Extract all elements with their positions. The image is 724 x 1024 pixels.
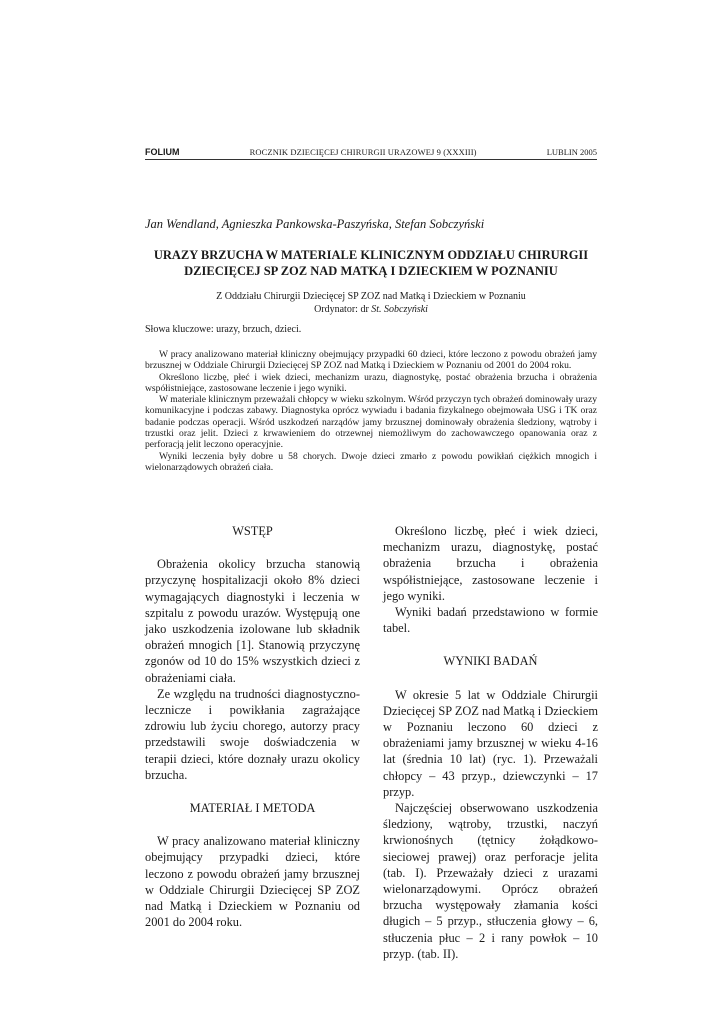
place-year: LUBLIN 2005 — [546, 147, 597, 157]
abstract-paragraph: Wyniki leczenia były dobre u 58 chorych. Dwoje dzieci zmarło z powodu powikłań ciężkich mnogich i wielonarządowych obrażeń ciała. — [145, 450, 597, 473]
keywords: Słowa kluczowe: urazy, brzuch, dzieci. — [145, 324, 302, 335]
affiliation — [145, 291, 597, 316]
folium-label: FOLIUM — [145, 147, 180, 157]
affiliation-line: Z Oddziału Chirurgii Dziecięcej SP ZOZ nad Matką i Dzieckiem w Poznaniu — [216, 291, 526, 302]
ordynator-prefix: Ordynator: dr — [314, 303, 372, 315]
header-rule — [145, 159, 597, 160]
title-line-2: DZIECIĘCEJ SP ZOZ NAD MATKĄ I DZIECKIEM W POZNANIU — [184, 264, 558, 278]
section-heading-wyniki: WYNIKI BADAŃ — [443, 654, 538, 669]
journal-title: ROCZNIK DZIECIĘCEJ CHIRURGII URAZOWEJ 9 (XXXIII) — [249, 147, 477, 157]
body-paragraph: Najczęściej obserwowano uszkodzenia śledziony, wątroby, trzustki, naczyń krwionośnych (tętnicy żołądkowo-sieciowej prawej) oraz perforacje jelita (tab. I). Przeważały dzieci z urazami wielonarządowymi. Oprócz obrażeń brzucha występowały złamania kości długich – 5 przyp., stłuczenia głowy – 6, stłuczenia płuc – 2 i rany powłok – 10 przyp. (tab. II). — [383, 801, 598, 961]
body-paragraph: Obrażenia okolicy brzucha stanowią przyczynę hospitalizacji około 8% dzieci wymagających diagnostyki i leczenia w szpitalu z powodu urazów. Występują one jako uszkodzenia izolowane lub składnik obrażeń mnogich [1]. Stanowią przyczynę zgonów od 10 do 15% wszystkich dzieci z obrażeniami ciała. — [145, 557, 360, 685]
section-heading-wstep: WSTĘP — [232, 524, 273, 538]
body-paragraph: W pracy analizowano materiał kliniczny obejmujący przypadki dzieci, które leczono z powodu obrażeń jamy brzusznej w Oddziale Chirurgii Dziecięcej SP ZOZ nad Matką i Dzieckiem w Poznaniu od 2001 do 2004 roku. — [145, 834, 360, 930]
article-title — [145, 247, 597, 279]
left-column — [145, 523, 360, 930]
authors: Jan Wendland, Agnieszka Pankowska-Paszyńska, Stefan Sobczyński — [145, 217, 485, 231]
right-column — [383, 523, 598, 962]
title-line-1: URAZY BRZUCHA W MATERIALE KLINICZNYM ODDZIAŁU CHIRURGII — [153, 248, 589, 262]
body-paragraph: Ze względu na trudności diagnostyczno-lecznicze i powikłania zagrażające zdrowiu lub życiu chorego, autorzy pracy przedstawili swoje doświadczenia w terapii dzieci, które doznały urazu okolicy brzucha. — [145, 686, 360, 782]
ordynator-line — [145, 304, 597, 317]
abstract-paragraph: W pracy analizowano materiał kliniczny obejmujący przypadki 60 dzieci, które leczono z powodu obrażeń jamy brzusznej w Oddziale Chirurgii Dziecięcej SP ZOZ nad Matką i Dzieckiem w Poznaniu od 2001 do 2004 roku. — [145, 349, 597, 372]
running-header — [145, 147, 597, 157]
abstract — [145, 349, 597, 473]
abstract-paragraph: W materiale klinicznym przeważali chłopcy w wieku szkolnym. Wśród przyczyn tych obrażeń dominowały urazy komunikacyjne i podczas zabawy. Diagnostyka oprócz wywiadu i badania fizykalnego obejmowała USG i TK oraz badanie podczas operacji. Wśród uszkodzeń narządów jamy brzusznej dominowały obrażenia śledziony, wątroby i trzustki oraz jelit. Dzieci z krwawieniem do otrzewnej niemożliwym do zachowawczego opanowania oraz z perforacją jelit leczono operacyjnie. — [145, 394, 597, 451]
section-heading-material: MATERIAŁ I METODA — [189, 801, 316, 816]
ordynator-name: St. Sobczyński — [371, 303, 428, 315]
body-paragraph: Wyniki badań przedstawiono w formie tabel. — [383, 605, 598, 636]
abstract-paragraph: Określono liczbę, płeć i wiek dzieci, mechanizm urazu, diagnostykę, postać obrażenia brzucha i obrażenia współistniejące, zastosowane leczenie i jego wyniki. — [145, 371, 597, 394]
body-paragraph: Określono liczbę, płeć i wiek dzieci, mechanizm urazu, diagnostykę, postać obrażenia brzucha i obrażenia współistniejące, zastosowane leczenie i jego wyniki. — [383, 524, 598, 603]
body-paragraph: W okresie 5 lat w Oddziale Chirurgii Dziecięcej SP ZOZ nad Matką i Dzieckiem w Poznaniu leczono 60 dzieci z obrażeniami jamy brzusznej w wieku 4-16 lat (średnia 10 lat) (ryc. 1). Przeważali chłopcy – 43 przyp., dziewczynki – 17 przyp. — [383, 687, 598, 799]
